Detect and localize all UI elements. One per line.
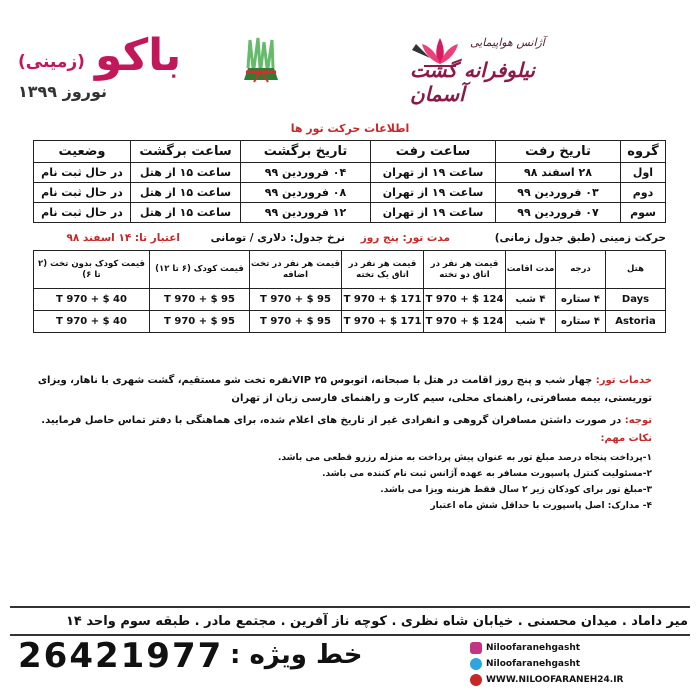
instagram-link[interactable] xyxy=(470,642,580,654)
col-stay: مدت اقامت xyxy=(506,251,556,289)
col-depart-date: تاریخ رفت xyxy=(496,141,621,163)
web-icon xyxy=(470,674,482,686)
cell: 40 $ + 970 T xyxy=(34,289,150,311)
note-text: در صورت داشتن مسافران گروهی و انفرادی غیر از تاریخ های اعلام شده، برای هماهنگی با دفتر تماس حاصل فرمایید. xyxy=(41,415,622,426)
cell: 95 $ + 970 T xyxy=(150,289,250,311)
important-item: ۴- مدارک: اصل پاسپورت با حداقل شش ماه اعتبار xyxy=(430,501,652,511)
cell: در حال ثبت نام xyxy=(34,203,131,223)
brand-tagline: آژانس هواپیمایی xyxy=(470,36,545,49)
cell: در حال ثبت نام xyxy=(34,183,131,203)
sabzeh-icon xyxy=(236,36,286,86)
col-return-time: ساعت برگشت xyxy=(131,141,241,163)
col-group: گروه xyxy=(621,141,666,163)
cell: ۰۳ فروردین ۹۹ xyxy=(496,183,621,203)
col-hotel: هتل xyxy=(606,251,666,289)
cell: 124 $ + 970 T xyxy=(424,289,506,311)
schedule-title: اطلاعات حرکت تور ها xyxy=(290,122,410,135)
cell: 95 $ + 970 T xyxy=(250,311,342,333)
services-block xyxy=(38,372,652,389)
col-depart-time: ساعت رفت xyxy=(371,141,496,163)
destination-title: باکو xyxy=(95,30,182,81)
cell: دوم xyxy=(621,183,666,203)
cell: 95 $ + 970 T xyxy=(250,289,342,311)
cell: ۴ شب xyxy=(506,289,556,311)
cell: ساعت ۱۵ از هتل xyxy=(131,203,241,223)
cell: سوم xyxy=(621,203,666,223)
cell: ۴ ستاره xyxy=(556,311,606,333)
cell: Days xyxy=(606,289,666,311)
col-child-nobed: قیمت کودک بدون تخت (۲ تا ۶) xyxy=(34,251,150,289)
cell: ۰۷ فروردین ۹۹ xyxy=(496,203,621,223)
important-item: ۲-مسئولیت کنترل پاسپورت مسافر به عهده آژانس ثبت نام کننده می باشد. xyxy=(322,469,652,479)
table-row xyxy=(34,311,666,333)
cell: ۴ ستاره xyxy=(556,289,606,311)
important-label: نکات مهم: xyxy=(600,433,652,444)
table-row xyxy=(34,163,666,183)
social-text: Niloofaranehgasht xyxy=(486,659,581,669)
col-double: قیمت هر نفر در اتاق دو تخته xyxy=(424,251,506,289)
cell: 40 $ + 970 T xyxy=(34,311,150,333)
telegram-icon xyxy=(470,658,482,670)
cell: ساعت ۱۹ از تهران xyxy=(371,163,496,183)
social-text: WWW.NILOOFARANEH24.IR xyxy=(486,675,624,685)
col-child: قیمت کودک (۶ تا ۱۲) xyxy=(150,251,250,289)
cell: ساعت ۱۵ از هتل xyxy=(131,163,241,183)
telegram-link[interactable] xyxy=(470,658,580,670)
address: میر داماد . میدان محسنی . خیابان شاه نظری . کوچه ناز آفرین . مجتمع مادر . طبقه سوم واحد ۱۴ xyxy=(66,614,688,629)
cell: 124 $ + 970 T xyxy=(424,311,506,333)
schedule-header-row xyxy=(34,141,666,163)
services-text-1: چهار شب و پنج روز اقامت در هتل با صبحانه، اتوبوس VIP ۲۵نفره تخت شو مستقیم، گشت شهری با ناهار، ویزای xyxy=(37,375,593,386)
brand-name: نیلوفرانه گشت آسمان xyxy=(410,58,535,106)
note-label: توجه: xyxy=(624,415,652,426)
cell: ۱۲ فروردین ۹۹ xyxy=(241,203,371,223)
movement-info: حرکت زمینی (طبق جدول زمانی) xyxy=(494,232,666,244)
social-text: Niloofaranehgasht xyxy=(486,643,581,653)
season-label: نوروز ۱۳۹۹ xyxy=(18,82,108,101)
cell: ساعت ۱۹ از تهران xyxy=(371,183,496,203)
instagram-icon xyxy=(470,642,482,654)
website-link[interactable] xyxy=(470,674,623,686)
col-single: قیمت هر نفر در اتاق یک تخته xyxy=(342,251,424,289)
services-text-2: توریستی، بیمه مسافرتی، راهنمای محلی، سیم کارت و راهنمای فارسی زبان از تهران xyxy=(231,393,652,404)
rate-info: نرخ جدول: دلاری / تومانی xyxy=(210,232,345,244)
table-row xyxy=(34,203,666,223)
important-item: ۳-مبلغ تور برای کودکان زیر ۲ سال فقط هزینه ویزا می باشد. xyxy=(380,485,652,495)
cell: 95 $ + 970 T xyxy=(150,311,250,333)
cell: 171 $ + 970 T xyxy=(342,289,424,311)
table-row xyxy=(34,183,666,203)
validity-info: اعتبار تا: ۱۴ اسفند ۹۸ xyxy=(66,232,180,244)
schedule-table xyxy=(33,140,666,223)
services-label: خدمات تور: xyxy=(595,375,652,386)
hotline-label: خط ویژه : xyxy=(230,640,363,670)
hotline-number[interactable]: 26421977 xyxy=(18,636,224,676)
cell: ساعت ۱۹ از تهران xyxy=(371,203,496,223)
cell: ۰۴ فروردین ۹۹ xyxy=(241,163,371,183)
cell: اول xyxy=(621,163,666,183)
col-grade: درجه xyxy=(556,251,606,289)
duration-info: مدت تور: پنج روز xyxy=(360,232,450,244)
agency-logo xyxy=(410,30,580,106)
footer-divider xyxy=(10,606,690,608)
col-return-date: تاریخ برگشت xyxy=(241,141,371,163)
cell: Astoria xyxy=(606,311,666,333)
cell: ۴ شب xyxy=(506,311,556,333)
price-header-row xyxy=(34,251,666,289)
price-table xyxy=(33,250,666,333)
cell: در حال ثبت نام xyxy=(34,163,131,183)
cell: ساعت ۱۵ از هتل xyxy=(131,183,241,203)
table-row xyxy=(34,289,666,311)
important-item: ۱-پرداخت پنجاه درصد مبلغ تور به عنوان پیش پرداخت به منزله رزرو قطعی می باشد. xyxy=(278,453,652,463)
cell: ۲۸ اسفند ۹۸ xyxy=(496,163,621,183)
cell: ۰۸ فروردین ۹۹ xyxy=(241,183,371,203)
col-extra-bed: قیمت هر نفر در تخت اضافه xyxy=(250,251,342,289)
note-block xyxy=(41,412,652,429)
col-status: وضعیت xyxy=(34,141,131,163)
cell: 171 $ + 970 T xyxy=(342,311,424,333)
tour-type: (زمینی) xyxy=(18,52,85,72)
